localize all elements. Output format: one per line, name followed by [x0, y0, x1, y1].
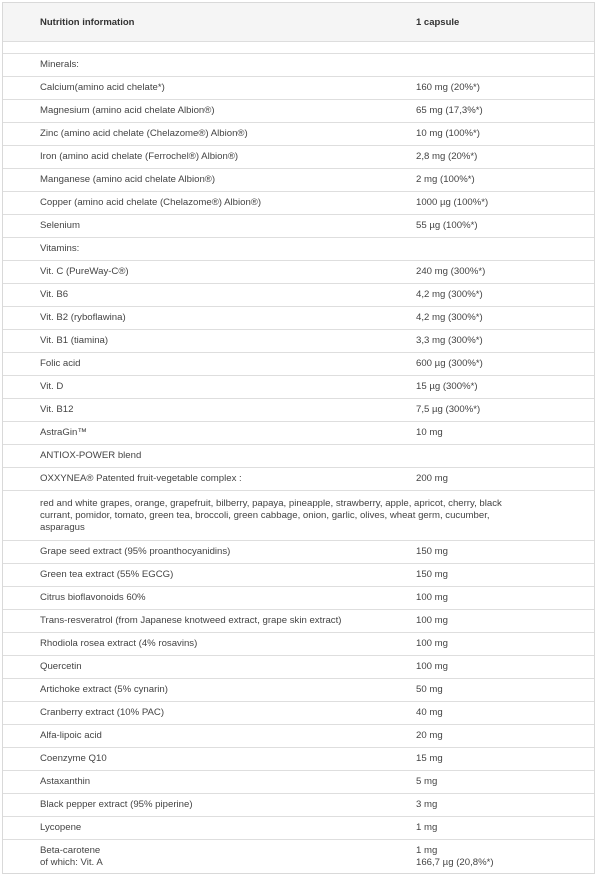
row-value: 2 mg (100%*) [416, 174, 475, 185]
row-value: 3 mg [416, 799, 438, 810]
row-value: 2,8 mg (20%*) [416, 151, 478, 162]
row-label: Quercetin [40, 661, 82, 672]
table-row [3, 238, 594, 261]
row-value: 100 mg [416, 615, 448, 626]
row-label: Trans-resveratrol (from Japanese knotweed extract, grape skin extract) [40, 615, 342, 626]
table-row [3, 100, 594, 123]
table-row [3, 284, 594, 307]
table-row [3, 54, 594, 77]
row-label: Vit. D [40, 381, 64, 392]
row-label: Zinc (amino acid chelate (Chelazome®) Albion®) [40, 128, 248, 139]
row-value: 160 mg (20%*) [416, 82, 480, 93]
row-label: Iron (amino acid chelate (Ferrochel®) Albion®) [40, 151, 239, 162]
row-label: Alfa-lipoic acid [40, 730, 102, 741]
row-value: 3,3 mg (300%*) [416, 335, 483, 346]
table-row [3, 748, 594, 771]
row-value: 4,2 mg (300%*) [416, 289, 483, 300]
table-header [3, 3, 594, 42]
row-value: 7,5 µg (300%*) [416, 404, 481, 415]
table-row [3, 656, 594, 679]
row-value: 150 mg [416, 569, 448, 580]
row-label: Vit. B12 [40, 404, 74, 415]
row-label: Vit. B2 (ryboflawina) [40, 312, 126, 323]
row-label: Magnesium (amino acid chelate Albion®) [40, 105, 215, 116]
table-row [3, 725, 594, 748]
table-row [3, 679, 594, 702]
row-label: Citrus bioflavonoids 60% [40, 592, 146, 603]
table-body [3, 54, 594, 880]
row-label: AstraGin™ [40, 427, 87, 438]
header-serving-size: 1 capsule [416, 16, 460, 28]
row-label: Calcium(amino acid chelate*) [40, 82, 165, 93]
table-row [3, 587, 594, 610]
row-value: 4,2 mg (300%*) [416, 312, 483, 323]
row-label: ANTIOX-POWER blend [40, 450, 142, 461]
row-value: 1 mg [416, 822, 438, 833]
table-row [3, 445, 594, 468]
row-value: 1 mg 166,7 µg (20,8%*) [416, 845, 494, 868]
table-row [3, 840, 594, 880]
row-label: Green tea extract (55% EGCG) [40, 569, 174, 580]
row-label: Astaxanthin [40, 776, 91, 787]
row-value: 20 mg [416, 730, 443, 741]
row-value: 1000 µg (100%*) [416, 197, 489, 208]
row-value: 100 mg [416, 638, 448, 649]
row-label: Artichoke extract (5% cynarin) [40, 684, 168, 695]
row-label: Beta-carotene of which: Vit. A [40, 845, 103, 868]
table-row [3, 564, 594, 587]
row-value: 200 mg [416, 473, 448, 484]
table-row [3, 541, 594, 564]
row-value: 65 mg (17,3%*) [416, 105, 483, 116]
table-row [3, 146, 594, 169]
row-label: Selenium [40, 220, 80, 231]
table-row [3, 817, 594, 840]
row-label: Folic acid [40, 358, 81, 369]
row-label: Coenzyme Q10 [40, 753, 107, 764]
header-nutrition-information: Nutrition information [40, 16, 135, 28]
row-label: Cranberry extract (10% PAC) [40, 707, 165, 718]
row-label: Minerals: [40, 59, 79, 70]
row-value: 100 mg [416, 592, 448, 603]
row-value: 40 mg [416, 707, 443, 718]
spacer-row [3, 42, 594, 54]
row-label: Vit. B1 (tiamina) [40, 335, 109, 346]
table-row [3, 399, 594, 422]
table-row [3, 169, 594, 192]
row-label: Rhodiola rosea extract (4% rosavins) [40, 638, 198, 649]
row-label: Vitamins: [40, 243, 80, 254]
row-label: red and white grapes, orange, grapefruit, bilberry, papaya, pineapple, strawberry, apple, apricot, cherry, black currant, pomidor, tomato, green tea, broccoli, green cabbage, onion, garlic, olives, wheat germ, cucumber, asparagus [40, 497, 502, 533]
row-value: 240 mg (300%*) [416, 266, 486, 277]
table-row [3, 307, 594, 330]
row-value: 5 mg [416, 776, 438, 787]
table-row [3, 215, 594, 238]
row-label: Lycopene [40, 822, 82, 833]
row-label: Copper (amino acid chelate (Chelazome®) Albion®) [40, 197, 262, 208]
table-row [3, 261, 594, 284]
table-row [3, 610, 594, 633]
table-row [3, 702, 594, 725]
row-value: 600 µg (300%*) [416, 358, 483, 369]
table-row [3, 353, 594, 376]
table-row [3, 794, 594, 817]
table-row [3, 330, 594, 353]
row-value: 50 mg [416, 684, 443, 695]
row-value: 55 µg (100%*) [416, 220, 478, 231]
row-value: 150 mg [416, 546, 448, 557]
table-row [3, 468, 594, 491]
table-row [3, 77, 594, 100]
row-label: Vit. B6 [40, 289, 69, 300]
row-label: Vit. C (PureWay-C®) [40, 266, 129, 277]
table-row [3, 192, 594, 215]
row-label: OXXYNEA® Patented fruit-vegetable complex : [40, 473, 242, 484]
row-value: 10 mg (100%*) [416, 128, 480, 139]
table-row [3, 491, 594, 541]
row-label: Grape seed extract (95% proanthocyanidins) [40, 546, 231, 557]
table-row [3, 123, 594, 146]
table-row [3, 376, 594, 399]
row-label: Black pepper extract (95% piperine) [40, 799, 193, 810]
table-row [3, 633, 594, 656]
row-label: Manganese (amino acid chelate Albion®) [40, 174, 216, 185]
row-value: 15 µg (300%*) [416, 381, 478, 392]
table-row [3, 771, 594, 794]
row-value: 15 mg [416, 753, 443, 764]
row-value: 10 mg [416, 427, 443, 438]
nutrition-table [2, 2, 595, 874]
row-value: 100 mg [416, 661, 448, 672]
table-row [3, 422, 594, 445]
